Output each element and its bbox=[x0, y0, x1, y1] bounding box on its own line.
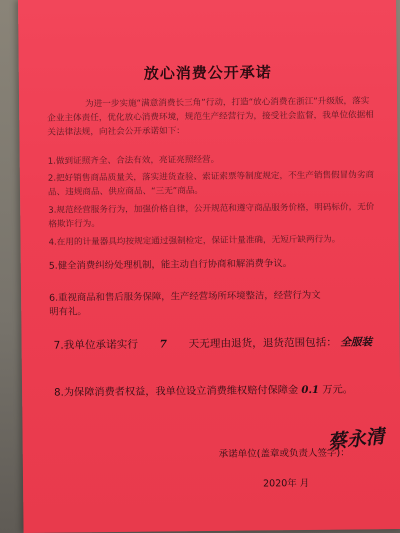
commitment-item-8 bbox=[54, 380, 384, 398]
commitment-item-5: 5.健全消费纠纷处理机制，能主动自行协商和解消费争议。 bbox=[48, 258, 293, 272]
item7-prefix: 7.我单位承诺实行 bbox=[53, 338, 138, 352]
date-line: 2020年 月 bbox=[263, 477, 310, 490]
commitment-item-1: 1.做到证照齐全、合法有效，亮证亮照经营。 bbox=[47, 154, 220, 167]
item8-unit: 万元。 bbox=[322, 384, 353, 396]
guarantee-amount-value: 0.1 bbox=[301, 383, 320, 397]
commitment-item-7 bbox=[54, 332, 384, 355]
document-title: 放心消费公开承诺 bbox=[143, 63, 272, 83]
return-days-value: 7 bbox=[159, 338, 168, 351]
return-scope-value: 全服装 bbox=[340, 336, 373, 349]
commitment-item-2: 2.把好销售商品质量关，落实进货查验、索证索票等制度规定，不生产销售假冒伪劣商品、违规商品、供应商品、“三无”商品。 bbox=[47, 170, 375, 198]
commitment-sheet bbox=[18, 0, 400, 533]
commitment-item-6: 6.重视商品和售后服务保障，生产经营场所环境整洁，经营行为文 bbox=[49, 289, 321, 304]
commitment-item-6-continued: 明有礼。 bbox=[49, 306, 87, 318]
item7-suffix: 天无理由退货，退货范围包括： bbox=[188, 336, 337, 351]
handwritten-signature: 蔡永清 bbox=[326, 425, 386, 454]
intro-paragraph: 为进一步实施“满意消费长三角”行动，打造“放心消费在浙江”升级版，落实企业主体责任，优化放心消费环境，规范生产经营行为，接受社会监督，我单位依据相关法律法规，向社会公开承诺如下： bbox=[47, 96, 374, 138]
commitment-item-4: 4.在用的计量器具均按规定通过强制检定，保证计量准确，无短斤缺两行为。 bbox=[48, 234, 341, 248]
item8-prefix: 8.为保障消费者权益，我单位设立消费维权赔付保障金 bbox=[54, 385, 299, 399]
commitment-item-3: 3.规范经营服务行为，加强价格自律，公开规范和遵守商品服务价格，明码标价，无价格欺诈行为。 bbox=[48, 202, 375, 230]
committer-label: 承诺单位(盖章或负责人签字)： bbox=[218, 447, 350, 460]
